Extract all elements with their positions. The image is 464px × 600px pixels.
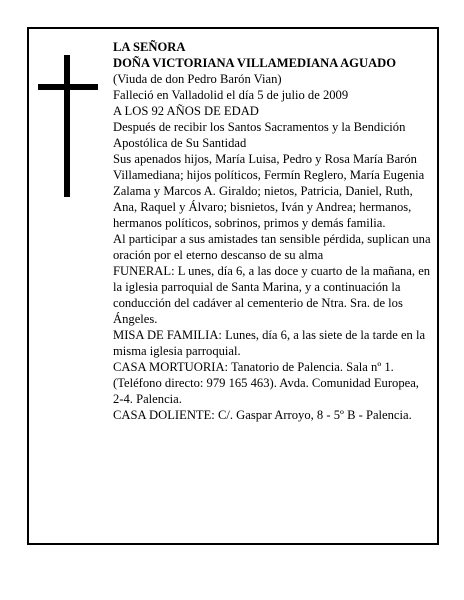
cross-horizontal-bar [38,84,98,90]
family-mass-paragraph: MISA DE FAMILIA: Lunes, día 6, a las siete de la tarde en la misma iglesia parroquial. [113,328,426,358]
notice-title: LA SEÑORA [113,40,186,54]
funeral-paragraph: FUNERAL: L unes, día 6, a las doce y cuarto de la mañana, en la iglesia parroquial de Santa Marina, y a continuación la conducción del cadáver al cementerio de Ntra. Sra. de los Ángeles. [113,264,431,326]
family-paragraph: Sus apenados hijos, María Luisa, Pedro y Rosa María Barón Villamediana; hijos políticos, Fermín Reglero, María Eugenia Zalama y Marcos A. Giraldo; nietos, Patricia, Daniel, Ruth, Ana, Raquel y Álvaro; bisnietos, Iván y Andrea; hermanos, hermanos políticos, sobrinos, primos y demás familia. [113,152,425,230]
death-line: Falleció en Valladolid el día 5 de julio de 2009 [113,88,349,102]
notice-text [113,39,431,423]
widow-of-line: (Viuda de don Pedro Barón Vian) [113,72,282,86]
request-paragraph: Al participar a sus amistades tan sensible pérdida, suplican una oración por el eterno descanso de su alma [113,232,431,262]
deceased-name: DOÑA VICTORIANA VILLAMEDIANA AGUADO [113,56,397,70]
age-line: A LOS 92 AÑOS DE EDAD [113,104,259,118]
home-paragraph: CASA DOLIENTE: C/. Gaspar Arroyo, 8 - 5º B - Palencia. [113,408,412,422]
cross-vertical-bar [64,55,70,197]
sacraments-line: Después de recibir los Santos Sacramentos y la Bendición Apostólica de Su Santidad [113,120,406,150]
mortuary-paragraph: CASA MORTUORIA: Tanatorio de Palencia. Sala nº 1. (Teléfono directo: 979 165 463). Avda. Comunidad Europea, 2-4. Palencia. [113,360,419,406]
